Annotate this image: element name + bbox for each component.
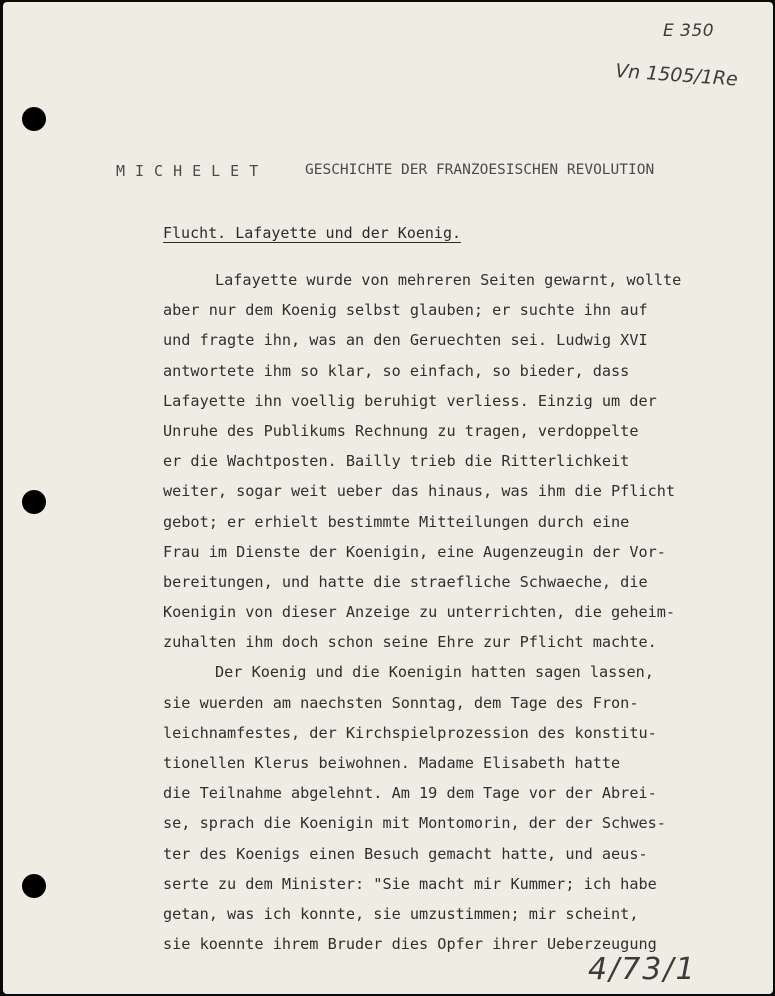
text-line: sie wuerden am naechsten Sonntag, dem Tage des Fron- (163, 693, 639, 712)
archive-reference: E 350 (663, 21, 715, 41)
section-heading: Flucht. Lafayette und der Koenig. (163, 224, 462, 242)
text-line: se, sprach die Koenigin mit Montomorin, der der Schwes- (163, 814, 666, 833)
punch-hole-bottom (22, 874, 46, 898)
text-line: er die Wachtposten. Bailly trieb die Ritterlichkeit (163, 452, 630, 471)
text-line: bereitungen, und hatte die straefliche Schwaeche, die (163, 572, 648, 591)
text-line: sie koennte ihrem Bruder dies Opfer ihrer Ueberzeugung (163, 935, 657, 954)
text-line: Der Koenig und die Koenigin hatten sagen lassen, (215, 663, 654, 682)
document-page (3, 2, 773, 994)
folio-number: 4/73/1 (588, 952, 697, 987)
text-line: serte zu dem Minister: "Sie macht mir Kummer; ich habe (163, 874, 657, 893)
text-line: Lafayette ihn voellig beruhigt verliess. Einzig um der (163, 391, 657, 410)
text-line: Frau im Dienste der Koenigin, eine Augenzeugin der Vor- (163, 542, 666, 561)
text-line: und fragte ihn, was an den Geruechten sei. Ludwig XVI (163, 331, 648, 350)
text-line: getan, was ich konnte, sie umzustimmen; mir scheint, (163, 904, 639, 923)
text-line: antwortete ihm so klar, so einfach, so bieder, dass (163, 361, 630, 380)
text-line: Unruhe des Publikums Rechnung zu tragen, verdoppelte (163, 421, 639, 440)
document-author: MICHELET (116, 162, 269, 180)
body-text (163, 265, 738, 959)
text-line: zuhalten ihm doch schon seine Ehre zur Pflicht machte. (163, 633, 657, 652)
text-line: Koenigin von dieser Anzeige zu unterrichten, die geheim- (163, 603, 676, 622)
text-line: weiter, sogar weit ueber das hinaus, was ihm die Pflicht (163, 482, 676, 501)
document-title: GESCHICHTE DER FRANZOESISCHEN REVOLUTION (305, 162, 655, 178)
text-line: leichnamfestes, der Kirchspielprozession des konstitu- (163, 723, 657, 742)
punch-hole-top (22, 107, 46, 131)
text-line: die Teilnahme abgelehnt. Am 19 dem Tage vor der Abrei- (163, 784, 657, 803)
text-line: ter des Koenigs einen Besuch gemacht hatte, und aeus- (163, 844, 648, 863)
text-line: aber nur dem Koenig selbst glauben; er suchte ihn auf (163, 301, 648, 320)
punch-hole-middle (22, 490, 46, 514)
archive-sub-reference: Vn 1505/1Re (614, 60, 739, 91)
text-line: Lafayette wurde von mehreren Seiten gewarnt, wollte (215, 271, 682, 289)
text-line: gebot; er erhielt bestimmte Mitteilungen durch eine (163, 512, 630, 531)
text-line: tionellen Klerus beiwohnen. Madame Elisabeth hatte (163, 754, 621, 772)
